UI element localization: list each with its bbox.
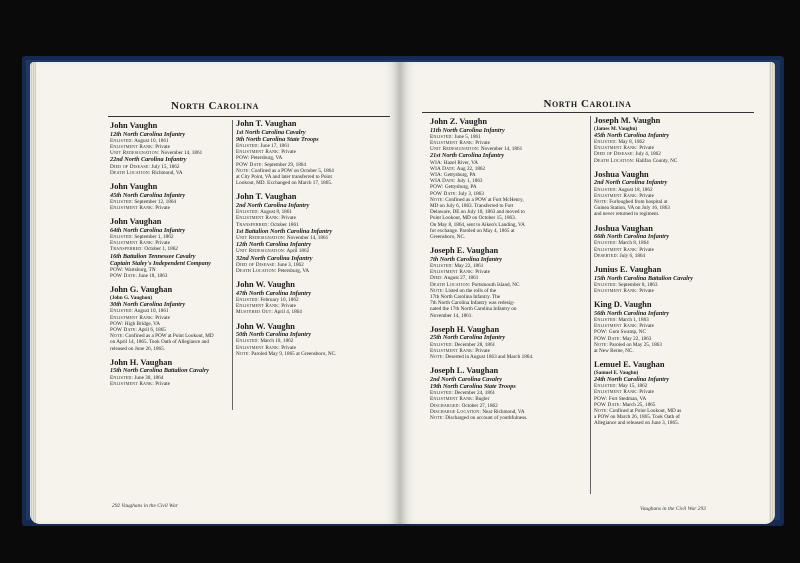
soldier-name: John T. Vaughan [236, 119, 297, 128]
record-field [594, 158, 754, 164]
field-label: Enlisted: [236, 209, 260, 216]
soldier-name: John Vaughn [110, 121, 158, 130]
note-continuation: Allegiance and released on June 3, 1865. [594, 420, 679, 427]
soldier-name: Joseph E. Vaughan [430, 246, 499, 256]
field-value: December 28, 1861 [454, 341, 496, 348]
soldier-name: John Vaughn [110, 182, 158, 192]
field-label: Enlisted: [594, 240, 618, 247]
field-label: Enlistment Rank: [110, 240, 154, 247]
field-label: Transferred: [110, 246, 144, 253]
field-value: High Bridge, VA [124, 320, 160, 327]
field-label: Enlistment Rank: [430, 347, 474, 354]
field-value: June 3, 1862 [277, 261, 304, 268]
unit-name: 56th North Carolina Infantry [594, 309, 670, 317]
field-label: Enlisted: [110, 308, 134, 315]
note-continuation: On May 8, 1864, sent to Aiken's Landing, VA [430, 221, 525, 228]
field-label: Enlistment Rank: [110, 380, 154, 387]
field-label: Enlistment Rank: [430, 269, 474, 276]
soldier-name: John W. Vaughn [236, 321, 295, 331]
field-value: Gettysburg, PA [444, 184, 477, 191]
field-value: March 25, 1865 [622, 401, 656, 408]
field-value: Private [281, 303, 296, 310]
field-label: Enlistment Rank: [430, 396, 474, 403]
field-value: Richmond, VA [151, 169, 183, 176]
field-label: POW Date: [236, 161, 264, 168]
field-value: Private [639, 192, 654, 199]
note-continuation: 17th North Carolina Infantry. The [430, 294, 501, 301]
field-label: Died of Disease: [594, 151, 635, 158]
field-value: Fort Stedman, VA [608, 395, 647, 402]
note-continuation: nated the 17th North Carolina Infantry on [430, 306, 517, 313]
field-value: Paroled on May 25, 1863 [609, 341, 662, 348]
note-continuation: Greensboro, NC. [430, 234, 466, 241]
unit-name: 11th North Carolina Infantry [430, 126, 505, 134]
field-label: Enlisted: [110, 374, 134, 381]
note-continuation: for exchange. Paroled on May 4, 1865 at [430, 227, 515, 234]
field-value: August 27, 1861 [443, 275, 479, 282]
field-value: Confined as a POW at Point Lookout, MD [125, 333, 214, 340]
field-label: WIA Date: [430, 178, 456, 185]
record-field [110, 273, 228, 279]
field-label: Enlisted: [236, 143, 260, 149]
field-value: March 8, 1864 [618, 240, 649, 247]
field-label: POW Date: [594, 335, 622, 342]
soldier-name: King D. Vaughn [594, 300, 652, 310]
field-label: Unit Redesignation: [110, 150, 160, 157]
field-label: POW Date: [430, 190, 458, 197]
field-value: Private [639, 389, 654, 396]
field-value: Private [475, 347, 490, 354]
field-label: POW: [594, 395, 608, 402]
field-label: Enlistment Rank: [110, 205, 154, 212]
field-value: April 1862 [286, 248, 310, 255]
field-label: Unit Redesignation: [430, 146, 480, 153]
field-label: Enlisted: [430, 341, 454, 348]
note-continuation: Lookout, MD. Exchanged on March 17, 1865. [236, 180, 333, 187]
field-value: November 14, 1861 [480, 146, 523, 153]
field-label: Unit Redesignation: [236, 235, 286, 242]
unit-name: 21st North Carolina Infantry [430, 152, 505, 160]
field-label: Note: [430, 415, 444, 422]
field-value: Halifax County, NC [635, 157, 678, 164]
field-value: Listed on the rolls of the [445, 287, 497, 294]
soldier-name: John T. Vaughan [236, 192, 297, 202]
field-label: Enlisted: [236, 297, 260, 304]
alternate-name: (James M. Vaughn) [594, 125, 638, 132]
soldier-name: Joshua Vaughan [594, 223, 653, 233]
note-continuation: Guinea Station, VA on July 16, 1863 [594, 205, 670, 212]
field-value: Private [639, 145, 654, 152]
field-value: Petersburg, VA [250, 155, 283, 162]
soldier-entry [430, 366, 586, 421]
field-label: POW: [110, 320, 124, 327]
unit-name: 47th North Carolina Infantry [236, 289, 312, 297]
field-value: February 10, 1862 [260, 297, 299, 304]
field-label: Enlistment Rank: [236, 344, 280, 351]
field-label: Enlistment Rank: [110, 144, 154, 150]
soldier-entry [110, 182, 228, 211]
left-page [30, 62, 400, 524]
record-field [430, 415, 586, 421]
soldier-name: John G. Vaughan [110, 285, 173, 295]
field-value: June 18, 1863 [138, 273, 168, 280]
field-value: Confined at Point Lookout, MD as [609, 408, 682, 415]
record-field [110, 381, 228, 387]
record-field [236, 351, 396, 357]
field-label: Enlistment Rank: [236, 303, 280, 310]
field-value: June 17, 1861 [260, 143, 290, 149]
field-label: Enlistment Rank: [110, 314, 154, 321]
unit-name: 9th North Carolina State Troops [236, 135, 319, 143]
field-value: Portsmouth Island, NC [471, 281, 520, 288]
field-label: Note: [110, 333, 124, 340]
field-value: Confined as a POW on October 5, 1864 [251, 167, 334, 174]
left-col-1 [110, 121, 228, 393]
field-value: September 8, 1863 [618, 281, 658, 288]
field-label: Enlistment Rank: [594, 192, 638, 199]
field-label: Died of Disease: [110, 163, 151, 170]
field-label: Enlisted: [430, 133, 454, 140]
field-label: Unit Redesignation: [236, 248, 286, 255]
left-col-2 [236, 119, 396, 363]
note-continuation: Point Lookout, MD on October 15, 1863. [430, 215, 517, 222]
soldier-entry [430, 246, 586, 319]
unit-name: 22nd North Carolina Infantry [110, 156, 187, 164]
right-col-2 [594, 116, 754, 433]
field-label: POW Date: [594, 401, 622, 408]
field-value: Furloughed from hospital at [609, 199, 668, 206]
soldier-entry [430, 325, 586, 360]
field-value: September 29, 1864 [264, 161, 306, 168]
unit-name: 12th North Carolina Infantry [236, 241, 312, 249]
note-continuation: at City Point, VA and later transferred to Point [236, 174, 332, 181]
note-continuation: on April 14, 1865. Took Oath of Allegiance and [110, 339, 209, 346]
field-value: June 5, 1861 [454, 133, 481, 140]
field-value: August 10, 1861 [134, 308, 169, 315]
field-label: Note: [236, 167, 250, 174]
soldier-name: Joshua Vaughn [594, 169, 649, 179]
unit-name: 1st North Carolina Cavalry [236, 128, 306, 136]
soldier-entry [236, 322, 396, 357]
field-value: July 3, 1863 [458, 190, 484, 197]
soldier-name: Joseph H. Vaughan [430, 324, 500, 334]
unit-name: 19th North Carolina State Troops [430, 383, 516, 391]
field-value: July 1, 1863 [457, 178, 483, 185]
field-label: Enlistment Rank: [594, 246, 638, 253]
field-value: May 15, 1862 [618, 383, 648, 390]
open-book [30, 62, 775, 524]
field-value: October 1861 [270, 221, 299, 228]
soldier-entry [236, 280, 396, 315]
field-value: Private [639, 246, 654, 253]
field-value: Private [475, 269, 490, 276]
soldier-name: John H. Vaughan [110, 357, 173, 367]
alternate-name: (John G. Vaughon) [110, 295, 152, 302]
soldier-name: John W. Vaughn [236, 280, 295, 290]
page-edge-left [30, 62, 36, 524]
field-value: November 14, 1861 [286, 235, 329, 242]
field-value: Gettysburg, PA [443, 172, 476, 179]
field-label: Enlisted: [110, 198, 134, 205]
field-value: Private [281, 344, 296, 351]
field-label: Death Location: [110, 169, 151, 176]
unit-name: 1st Battalion North Carolina Infantry [236, 227, 333, 235]
field-value: Private [639, 288, 654, 295]
field-value: August 10, 1861 [134, 137, 169, 144]
soldier-entry [110, 121, 228, 176]
unit-name: 66th North Carolina Infantry [594, 233, 670, 241]
record-field [430, 354, 586, 360]
field-label: Enlistment Rank: [594, 288, 638, 295]
field-value: September 12, 1864 [134, 198, 177, 205]
soldier-entry [594, 116, 754, 164]
field-value: Gum Swamp, NC [608, 329, 646, 336]
field-label: Note: [594, 199, 608, 206]
unit-name: 2nd North Carolina Cavalry [430, 375, 503, 383]
field-label: Enlisted: [594, 281, 618, 288]
field-label: Enlistment Rank: [594, 323, 638, 330]
note-continuation: released on June 26, 1865. [110, 345, 166, 352]
soldier-entry [430, 117, 586, 240]
field-label: Enlisted: [594, 186, 618, 193]
field-value: Private [281, 215, 296, 222]
field-value: September 1, 1862 [134, 234, 174, 241]
right-col-1 [430, 117, 586, 427]
field-value: March 10, 1862 [260, 338, 294, 345]
field-value: Private [155, 240, 170, 247]
field-label: Note: [430, 287, 444, 294]
field-label: POW: [110, 267, 124, 274]
field-value: Private [281, 149, 296, 156]
unit-name: 24th North Carolina Infantry [594, 376, 670, 384]
field-label: WIA: [430, 172, 443, 179]
soldier-entry [236, 119, 396, 186]
soldier-name: Joseph L. Vaughan [430, 366, 499, 376]
field-value: July 6, 1864 [619, 252, 646, 259]
field-label: Enlisted: [236, 338, 260, 345]
field-label: Enlisted: [110, 234, 134, 241]
soldier-entry [110, 285, 228, 351]
field-label: Deserted: [594, 252, 619, 259]
field-label: WIA: [430, 159, 443, 166]
note-continuation: a POW on March 26, 1865. Took Oath of [594, 414, 680, 421]
field-label: Enlistment Rank: [236, 149, 280, 156]
field-value: Private [155, 380, 170, 387]
soldier-name: Junius E. Vaughan [594, 265, 662, 275]
field-value: Private [475, 140, 490, 146]
field-value: June 30, 1864 [134, 374, 164, 381]
note-continuation: 7th North Carolina Infantry was redesig- [430, 300, 515, 307]
field-value: March 1, 1863 [618, 317, 649, 324]
field-label: Death Location: [430, 281, 471, 288]
field-label: Discharged: [430, 402, 461, 409]
right-heading-rule [422, 112, 754, 113]
field-value: Near Richmond, VA [482, 408, 525, 415]
unit-name: 30th North Carolina Infantry [110, 301, 186, 309]
field-label: Enlistment Rank: [594, 145, 638, 152]
record-field [110, 205, 228, 211]
field-value: October 27, 1862 [461, 402, 498, 409]
soldier-entry [594, 300, 754, 354]
field-value: Wartsburg, TN [124, 267, 156, 274]
record-field [594, 253, 754, 259]
field-value: Confined as a POW at Fort McHenry, [445, 196, 524, 203]
note-continuation: Delaware, DE on July 10, 1863 and moved to [430, 209, 525, 216]
unit-name: 45th North Carolina Infantry [594, 131, 670, 139]
field-label: POW: [594, 329, 608, 336]
soldier-entry [594, 265, 754, 294]
field-value: Private [155, 205, 170, 212]
field-value: Private [155, 144, 170, 150]
soldier-entry [110, 358, 228, 387]
page-edge-right [769, 62, 775, 524]
record-field [110, 170, 228, 176]
field-label: Enlisted: [430, 390, 454, 397]
field-label: POW: [236, 155, 250, 162]
left-heading-rule [108, 116, 390, 117]
field-value: July 4, 1862 [635, 151, 661, 158]
field-value: Private [155, 314, 170, 321]
field-value: Aug 22, 1862 [456, 165, 486, 172]
field-value: Petersburg, VA [277, 268, 310, 275]
right-page [400, 62, 775, 524]
soldier-name: John Vaughan [110, 217, 162, 227]
unit-name: 25th North Carolina Infantry [430, 334, 506, 342]
soldier-entry [594, 170, 754, 218]
field-label: Enlisted: [110, 137, 134, 144]
unit-name: 45th North Carolina Infantry [110, 191, 186, 199]
left-page-footer: 292 Vaughans in the Civil War [112, 503, 178, 509]
field-value: Deserted in August 1863 and March 1864. [445, 354, 534, 361]
field-label: Enlistment Rank: [430, 140, 474, 146]
note-continuation: at New Berne, NC. [594, 348, 634, 355]
field-label: Enlisted: [594, 317, 618, 324]
field-label: Died: [430, 275, 443, 282]
field-value: July 15, 1862 [151, 163, 180, 170]
field-value: Hazel River, VA [443, 159, 478, 166]
unit-name: 16th Battalion Tennessee Cavalry [110, 252, 196, 260]
soldier-entry [594, 360, 754, 426]
note-continuation: November 14, 1861. [430, 312, 473, 319]
soldier-entry [236, 192, 396, 274]
field-value: May 8, 1862 [618, 139, 645, 145]
field-label: Enlistment Rank: [594, 389, 638, 396]
note-continuation: MD on July 6, 1863. Transferred to Fort [430, 203, 514, 210]
unit-name: 50th North Carolina Infantry [236, 331, 312, 339]
field-value: November 14, 1861 [160, 150, 203, 157]
field-label: Note: [236, 350, 250, 357]
field-label: Enlisted: [594, 383, 618, 390]
record-field [236, 268, 396, 274]
unit-name: 2nd North Carolina Infantry [236, 202, 310, 210]
field-label: Note: [594, 408, 608, 415]
field-label: Transferred: [236, 221, 270, 228]
field-value: August 8, 1861 [260, 209, 292, 216]
note-continuation: and never returned to regiment. [594, 211, 660, 218]
record-field [236, 309, 396, 315]
unit-name: Captain Staley's Independent Company [110, 259, 211, 267]
unit-name: 15th North Carolina Battalion Cavalry [110, 367, 210, 375]
unit-name: 64th North Carolina Infantry [110, 226, 186, 234]
alternate-name: (Samuel E. Vaughn) [594, 369, 639, 376]
soldier-entry [110, 217, 228, 279]
unit-name: 12th North Carolina Infantry [110, 130, 186, 138]
field-value: Discharged on account of youthfulness. [445, 415, 528, 422]
unit-name: 7th North Carolina Infantry [430, 255, 503, 263]
field-value: Private [639, 323, 654, 330]
field-label: Death Location: [236, 268, 277, 275]
field-label: Note: [430, 196, 444, 203]
field-label: WIA Date: [430, 165, 456, 172]
field-label: POW: [430, 184, 444, 191]
field-value: April 4, 1864 [274, 309, 302, 316]
field-value: May 22, 1861 [454, 263, 484, 270]
field-value: Paroled May 9, 1865 at Greensboro, NC. [251, 350, 337, 357]
field-value: Bugler [475, 396, 490, 403]
unit-name: 32nd North Carolina Infantry [236, 254, 313, 262]
field-value: December 24, 1861 [454, 390, 496, 397]
left-column-divider [232, 120, 233, 410]
right-column-divider [590, 116, 591, 494]
record-field [594, 288, 754, 294]
field-label: Enlistment Rank: [236, 215, 280, 222]
field-label: Note: [430, 354, 444, 361]
field-label: POW Date: [110, 327, 138, 334]
field-label: Note: [594, 341, 608, 348]
unit-name: 2nd North Carolina Infantry [594, 179, 668, 187]
field-value: April 6, 1865 [138, 327, 166, 334]
left-page-heading: North Carolina [170, 100, 260, 112]
field-label: POW Date: [110, 273, 138, 280]
soldier-entry [594, 224, 754, 259]
field-label: Enlisted: [594, 139, 618, 145]
right-page-heading: North Carolina [543, 98, 632, 110]
field-label: Mustered Out: [236, 309, 274, 316]
field-value: May 22, 1863 [622, 335, 652, 342]
soldier-name: John Z. Vaughn [430, 117, 488, 126]
soldier-name: Lemuel E. Vaughan [594, 360, 665, 370]
right-page-footer: Vaughans in the Civil War 293 [640, 506, 706, 512]
unit-name: 15th North Carolina Battalion Cavalry [594, 274, 694, 282]
soldier-name: Joseph M. Vaughn [594, 116, 661, 125]
field-value: October 1, 1862 [144, 246, 178, 253]
field-label: Enlisted: [430, 263, 454, 270]
field-value: August 18, 1862 [618, 186, 653, 193]
field-label: Death Location: [594, 157, 635, 164]
field-label: Discharge Location: [430, 408, 482, 415]
field-label: Died of Disease: [236, 261, 277, 268]
